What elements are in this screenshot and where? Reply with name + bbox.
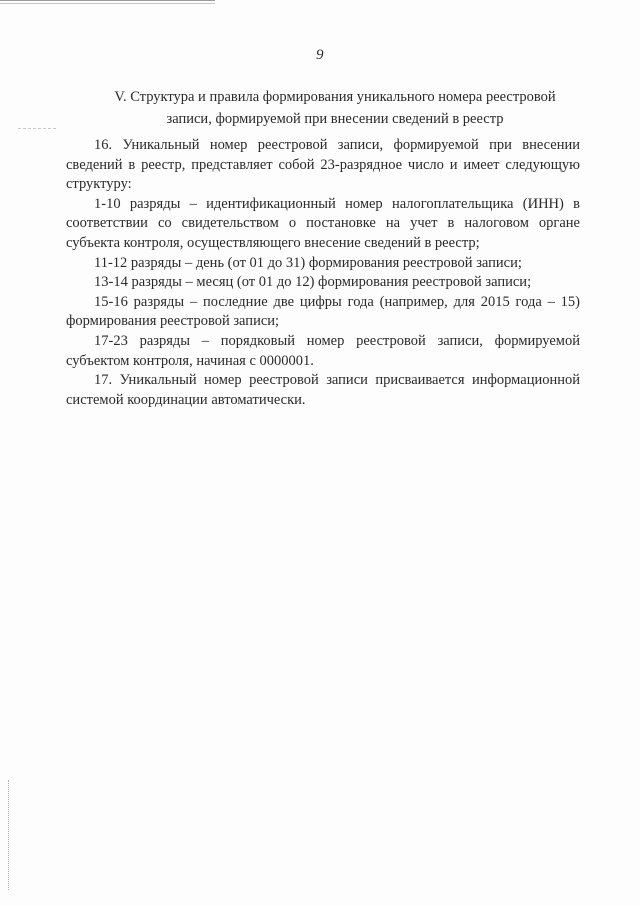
scan-artifact-line bbox=[0, 3, 215, 4]
section-title-line: записи, формируемой при внесении сведений в реестр bbox=[166, 111, 504, 127]
scan-artifact-line bbox=[0, 0, 215, 1]
scan-artifact-dash bbox=[18, 128, 56, 130]
document-body bbox=[66, 136, 580, 410]
paragraph-digits-17-23: 17-23 разряды – порядковый номер реестровой записи, формируемой субъектом контроля, начиная с 0000001. bbox=[66, 332, 580, 369]
paragraph-digits-11-12: 11-12 разряды – день (от 01 до 31) формирования реестровой записи; bbox=[94, 254, 522, 271]
section-title bbox=[90, 86, 580, 130]
paragraph-17: 17. Уникальный номер реестровой записи присваивается информационной системой координации автоматически. bbox=[66, 372, 580, 408]
paragraph-digits-13-14: 13-14 разряды – месяц (от 01 до 12) формирования реестровой записи; bbox=[94, 274, 532, 291]
paragraph-16: 16. Уникальный номер реестровой записи, формируемой при внесении сведений в реестр, представляет собой 23-разрядное число и имеет следующую структуру: bbox=[66, 137, 580, 193]
page-number: 9 bbox=[316, 47, 324, 63]
paragraph-digits-15-16: 15-16 разряды – последние две цифры года (например, для 2015 года – 15) формирования реестровой записи; bbox=[66, 293, 580, 330]
section-title-line: V. Структура и правила формирования уникального номера реестровой bbox=[114, 89, 556, 105]
scan-artifact-margin bbox=[8, 780, 10, 890]
paragraph-digits-1-10: 1-10 разряды – идентификационный номер налогоплательщика (ИНН) в соответствии со свидетельством о постановке на учет в налоговом органе субъекта контроля, осуществляющего внесение сведений в реестр; bbox=[66, 195, 580, 251]
